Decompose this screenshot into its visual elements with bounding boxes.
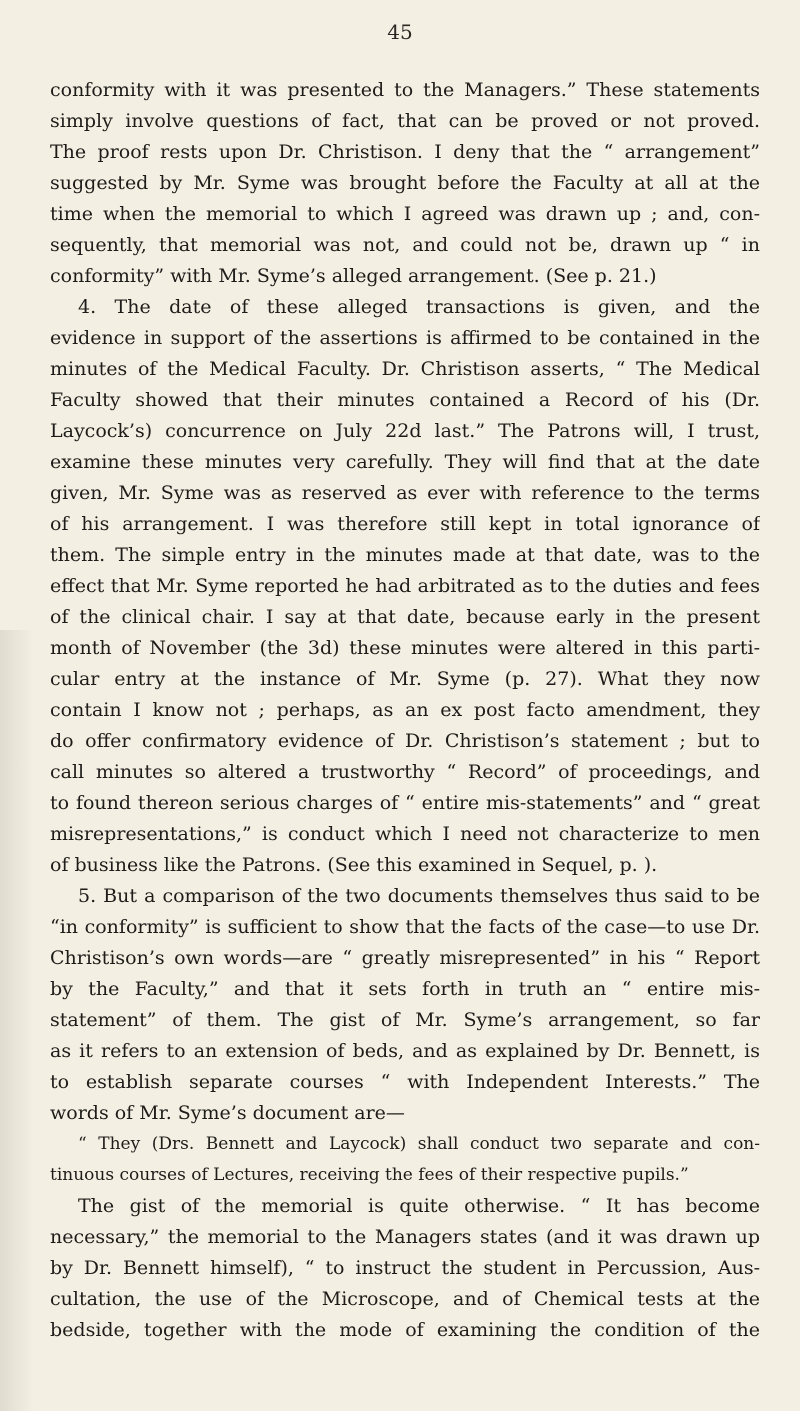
text-line: cultation, the use of the Microscope, and of Chemical tests at the [50, 1288, 760, 1310]
text-line: of business like the Patrons. (See this examined in Sequel, p. ). [50, 854, 658, 876]
text-line: time when the memorial to which I agreed was drawn up ; and, con- [50, 203, 760, 225]
text-line: of the clinical chair. I say at that date, because early in the present [50, 606, 760, 628]
page-number: 45 [387, 20, 413, 44]
text-line: conformity with it was presented to the Managers.” These statements [50, 79, 760, 101]
text-line: to establish separate courses “ with Independent Interests.” The [50, 1071, 760, 1093]
text-line: by the Faculty,” and that it sets forth in truth an “ entire mis- [50, 978, 760, 1000]
text-line: month of November (the 3d) these minutes were altered in this parti- [50, 637, 760, 659]
text-line: Christison’s own words—are “ greatly misrepresented” in his “ Report [50, 947, 760, 969]
text-line: words of Mr. Syme’s document are— [50, 1102, 405, 1124]
text-line: by Dr. Bennett himself), “ to instruct the student in Percussion, Aus- [50, 1257, 760, 1279]
text-line: necessary,” the memorial to the Managers states (and it was drawn up [50, 1226, 760, 1248]
text-line: to found thereon serious charges of “ entire mis-statements” and “ great [50, 792, 760, 814]
quote-line: “ They (Drs. Bennett and Laycock) shall conduct two separate and con- [78, 1134, 760, 1154]
text-line: sequently, that memorial was not, and could not be, drawn up “ in [50, 234, 760, 256]
text-line: The gist of the memorial is quite otherwise. “ It has become [78, 1195, 760, 1217]
text-line: suggested by Mr. Syme was brought before the Faculty at all at the [50, 172, 760, 194]
text-line: effect that Mr. Syme reported he had arbitrated as to the duties and fees [50, 575, 760, 597]
text-line: bedside, together with the mode of examining the condition of the [50, 1319, 760, 1341]
quote-line: tinuous courses of Lectures, receiving the fees of their respective pupils.” [50, 1165, 689, 1185]
text-line: them. The simple entry in the minutes made at that date, was to the [50, 544, 760, 566]
text-line: cular entry at the instance of Mr. Syme (p. 27). What they now [50, 668, 760, 690]
body-text [50, 75, 760, 1346]
text-line: contain I know not ; perhaps, as an ex post facto amendment, they [50, 699, 760, 721]
text-line: “in conformity” is sufficient to show that the facts of the case—to use Dr. [50, 916, 760, 938]
text-line: simply involve questions of fact, that can be proved or not proved. [50, 110, 760, 132]
text-line: evidence in support of the assertions is affirmed to be contained in the [50, 327, 760, 349]
text-line: The proof rests upon Dr. Christison. I deny that the “ arrangement” [50, 141, 760, 163]
text-line: of his arrangement. I was therefore still kept in total ignorance of [50, 513, 760, 535]
text-line: 4. The date of these alleged transactions is given, and the [78, 296, 760, 318]
page-stain [0, 630, 34, 1411]
text-line: Laycock’s) concurrence on July 22d last.” The Patrons will, I trust, [50, 420, 760, 442]
text-line: statement” of them. The gist of Mr. Syme’s arrangement, so far [50, 1009, 760, 1031]
text-line: as it refers to an extension of beds, and as explained by Dr. Bennett, is [50, 1040, 760, 1062]
text-line: given, Mr. Syme was as reserved as ever with reference to the terms [50, 482, 760, 504]
text-line: 5. But a comparison of the two documents themselves thus said to be [78, 885, 760, 907]
text-line: misrepresentations,” is conduct which I need not characterize to men [50, 823, 760, 845]
text-line: Faculty showed that their minutes contained a Record of his (Dr. [50, 389, 760, 411]
text-line: do offer confirmatory evidence of Dr. Christison’s statement ; but to [50, 730, 760, 752]
text-line: call minutes so altered a trustworthy “ Record” of proceedings, and [50, 761, 760, 783]
text-line: conformity” with Mr. Syme’s alleged arrangement. (See p. 21.) [50, 265, 657, 287]
text-line: examine these minutes very carefully. They will find that at the date [50, 451, 760, 473]
text-line: minutes of the Medical Faculty. Dr. Christison asserts, “ The Medical [50, 358, 760, 380]
